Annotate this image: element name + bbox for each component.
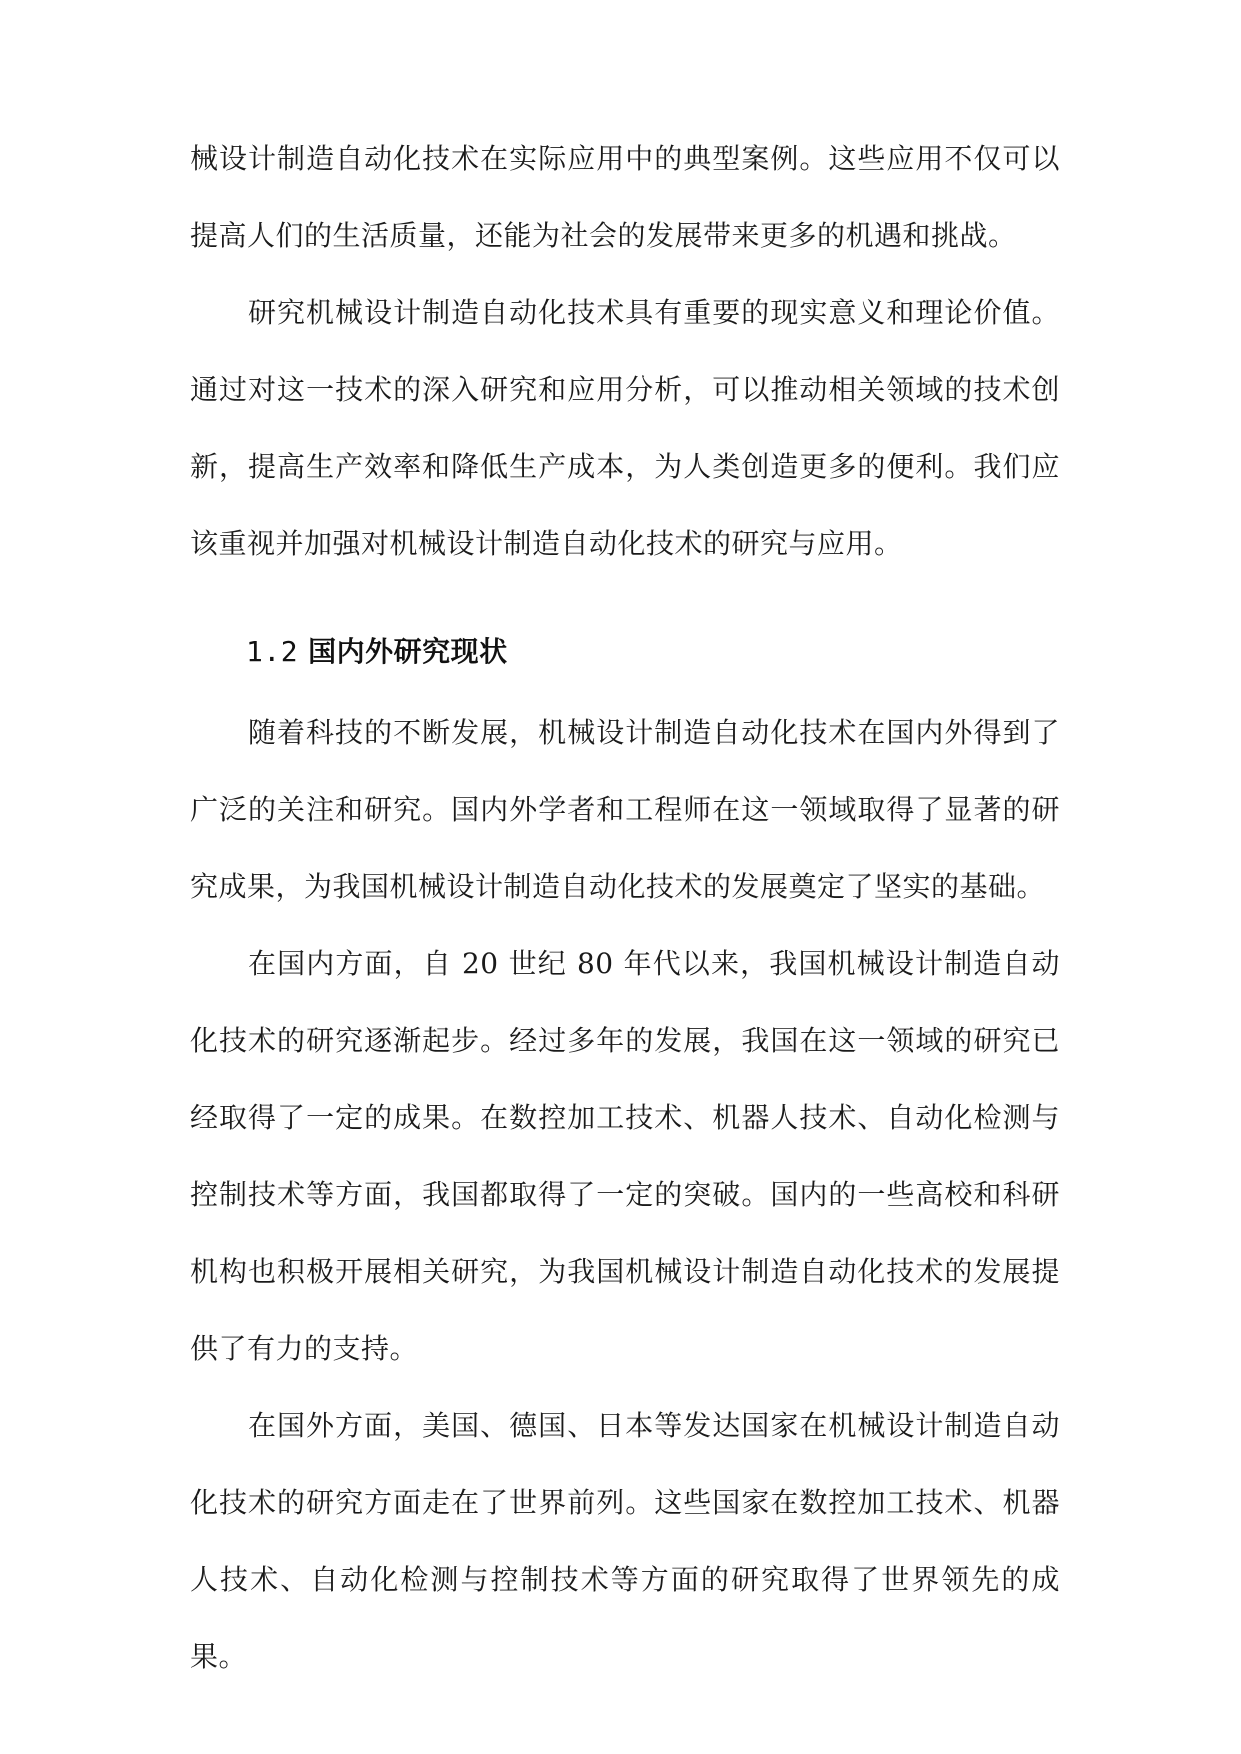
paragraph-continued: 械设计制造自动化技术在实际应用中的典型案例。这些应用不仅可以提高人们的生活质量，还能为社会的发展带来更多的机遇和挑战。: [190, 142, 1060, 252]
paragraph-significance: 研究机械设计制造自动化技术具有重要的现实意义和理论价值。通过对这一技术的深入研究和应用分析，可以推动相关领域的技术创新，提高生产效率和降低生产成本，为人类创造更多的便利。我们应该重视并加强对机械设计制造自动化技术的研究与应用。: [190, 296, 1060, 560]
paragraph-domestic: 在国内方面，自 20 世纪 80 年代以来，我国机械设计制造自动化技术的研究逐渐起步。经过多年的发展，我国在这一领域的研究已经取得了一定的成果。在数控加工技术、机器人技术、自动化检测与控制技术等方面，我国都取得了一定的突破。国内的一些高校和科研机构也积极开展相关研究，为我国机械设计制造自动化技术的发展提供了有力的支持。: [190, 947, 1060, 1365]
section-heading: [190, 610, 1060, 694]
document-body: [190, 120, 1060, 1695]
section-title: 国内外研究现状: [308, 635, 508, 668]
paragraph-foreign: 在国外方面，美国、德国、日本等发达国家在机械设计制造自动化技术的研究方面走在了世界前列。这些国家在数控加工技术、机器人技术、自动化检测与控制技术等方面的研究取得了世界领先的成果。: [190, 1409, 1060, 1673]
paragraph-intro: 随着科技的不断发展，机械设计制造自动化技术在国内外得到了广泛的关注和研究。国内外学者和工程师在这一领域取得了显著的研究成果，为我国机械设计制造自动化技术的发展奠定了坚实的基础。: [190, 716, 1060, 903]
section-number: 1.2: [246, 635, 299, 668]
